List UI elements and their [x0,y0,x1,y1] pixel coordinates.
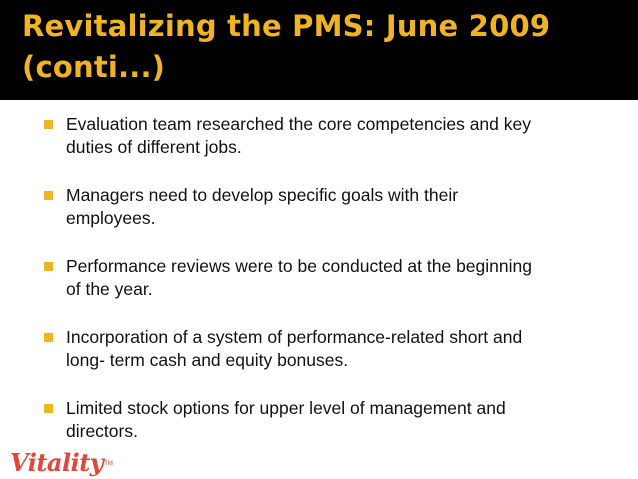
bullet-item [0,326,638,372]
bullet-item [0,255,638,301]
square-bullet-icon [44,333,53,342]
bullet-item [0,113,638,159]
vitality-logo [10,449,113,477]
bullet-line: employees. [66,208,156,228]
square-bullet-icon [44,120,53,129]
logo-wordmark: Vitality [10,448,104,477]
bullet-line: Limited stock options for upper level of management and [66,398,506,418]
bullet-line: of the year. [66,279,153,299]
square-bullet-icon [44,262,53,271]
square-bullet-icon [44,404,53,413]
slide-title-line-1: Revitalizing the PMS: June 2009 [22,9,551,43]
slide-title-line-2: (conti...) [22,50,166,84]
slide-title [22,6,622,88]
square-bullet-icon [44,191,53,200]
bullet-line: directors. [66,421,138,441]
bullet-text [66,397,598,443]
title-bar [0,0,638,100]
bullet-line: Incorporation of a system of performance-related short and [66,327,523,347]
bullet-text [66,184,598,230]
bullet-line: Performance reviews were to be conducted at the beginning [66,256,532,276]
bullet-line: Evaluation team researched the core competencies and key [66,114,531,134]
logo-trademark: TM [104,461,113,467]
bullet-text [66,255,598,301]
bullet-list [0,113,638,468]
bullet-item [0,184,638,230]
bullet-line: duties of different jobs. [66,137,242,157]
bullet-line: Managers need to develop specific goals with their [66,185,459,205]
bullet-line: long- term cash and equity bonuses. [66,350,349,370]
bullet-text [66,113,598,159]
bullet-text [66,326,598,372]
bullet-item [0,397,638,443]
